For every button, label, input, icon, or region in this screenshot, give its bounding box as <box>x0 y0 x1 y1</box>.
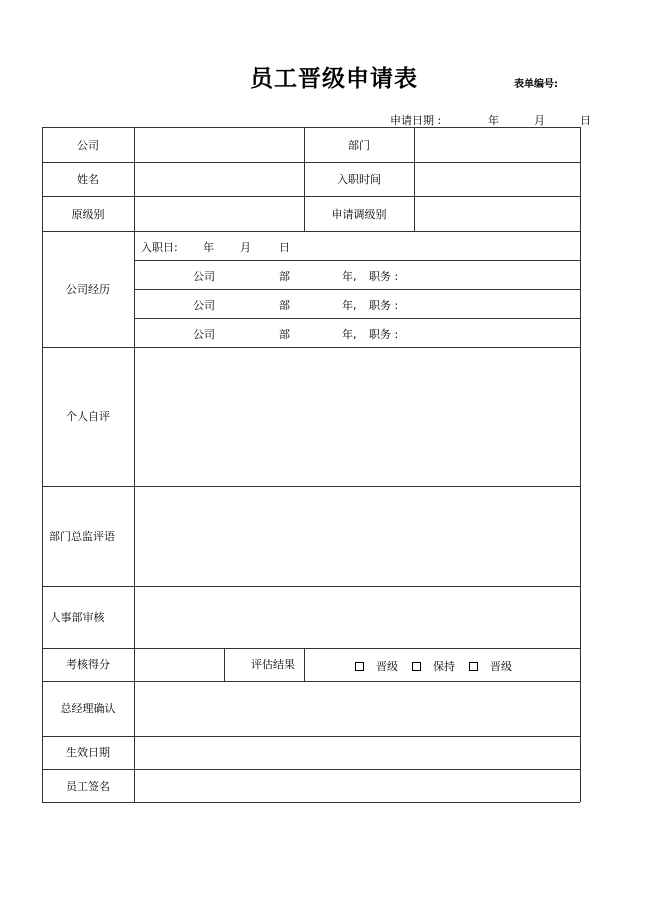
career-row-position: 职务 : <box>369 299 399 312</box>
hire-date-field[interactable] <box>415 163 580 196</box>
eval-result-label: 评估结果 <box>251 658 295 671</box>
apply-date-year: 年 <box>488 114 499 127</box>
checkbox-icon[interactable] <box>469 662 478 671</box>
name-field[interactable] <box>135 163 304 196</box>
career-row-position: 职务 : <box>369 328 399 341</box>
hr-review-label: 人事部审核 <box>49 611 105 624</box>
original-level-field[interactable] <box>135 197 304 231</box>
career-hire-year: 年 <box>203 241 214 254</box>
career-row-position: 职务 : <box>369 270 399 283</box>
career-row-dept: 部 <box>279 328 290 341</box>
self-eval-field[interactable] <box>135 348 580 486</box>
company-field[interactable] <box>135 128 304 162</box>
career-row-company: 公司 <box>193 328 215 341</box>
department-field[interactable] <box>415 128 580 162</box>
checkbox-icon[interactable] <box>412 662 421 671</box>
career-row-dept: 部 <box>279 270 290 283</box>
original-level-label: 原级别 <box>71 208 105 221</box>
department-label: 部门 <box>348 139 370 152</box>
career-row-company: 公司 <box>193 270 215 283</box>
checkbox-icon[interactable] <box>355 662 364 671</box>
name-label: 姓名 <box>77 173 99 186</box>
employee-signature-field[interactable] <box>135 770 580 802</box>
career-row-year: 年, <box>342 328 357 341</box>
requested-level-field[interactable] <box>415 197 580 231</box>
career-hire-month: 月 <box>240 241 251 254</box>
career-hire-day: 日 <box>279 241 290 254</box>
career-row-company: 公司 <box>193 299 215 312</box>
effective-date-field[interactable] <box>135 737 580 769</box>
page-title: 员工晋级申请表 <box>250 65 418 92</box>
dept-director-comment-label: 部门总监评语 <box>49 530 115 543</box>
form-number-label: 表单编号: <box>514 79 558 90</box>
score-field[interactable] <box>135 649 224 681</box>
eval-option-promote-2[interactable]: 晋级 <box>469 658 512 674</box>
company-label: 公司 <box>77 139 99 152</box>
hire-date-label: 入职时间 <box>337 173 381 186</box>
requested-level-label: 申请调级别 <box>331 208 387 221</box>
eval-result-options <box>355 658 512 674</box>
self-eval-label: 个人自评 <box>66 410 110 423</box>
dept-director-comment-field[interactable] <box>135 487 580 586</box>
gm-confirm-label: 总经理确认 <box>60 702 116 715</box>
career-label: 公司经历 <box>66 283 110 296</box>
career-hire-label: 入职日: <box>141 241 178 254</box>
career-row-year: 年, <box>342 270 357 283</box>
employee-signature-label: 员工签名 <box>66 780 110 793</box>
career-row-dept: 部 <box>279 299 290 312</box>
hr-review-field[interactable] <box>135 587 580 648</box>
eval-option-promote[interactable]: 晋级 <box>355 658 398 674</box>
effective-date-label: 生效日期 <box>66 746 110 759</box>
apply-date-label: 申请日期 : <box>390 114 442 127</box>
apply-date-day: 日 <box>580 114 591 127</box>
apply-date-month: 月 <box>534 114 545 127</box>
eval-option-maintain[interactable]: 保持 <box>412 658 455 674</box>
career-row-year: 年, <box>342 299 357 312</box>
score-label: 考核得分 <box>66 658 110 671</box>
gm-confirm-field[interactable] <box>135 682 580 736</box>
